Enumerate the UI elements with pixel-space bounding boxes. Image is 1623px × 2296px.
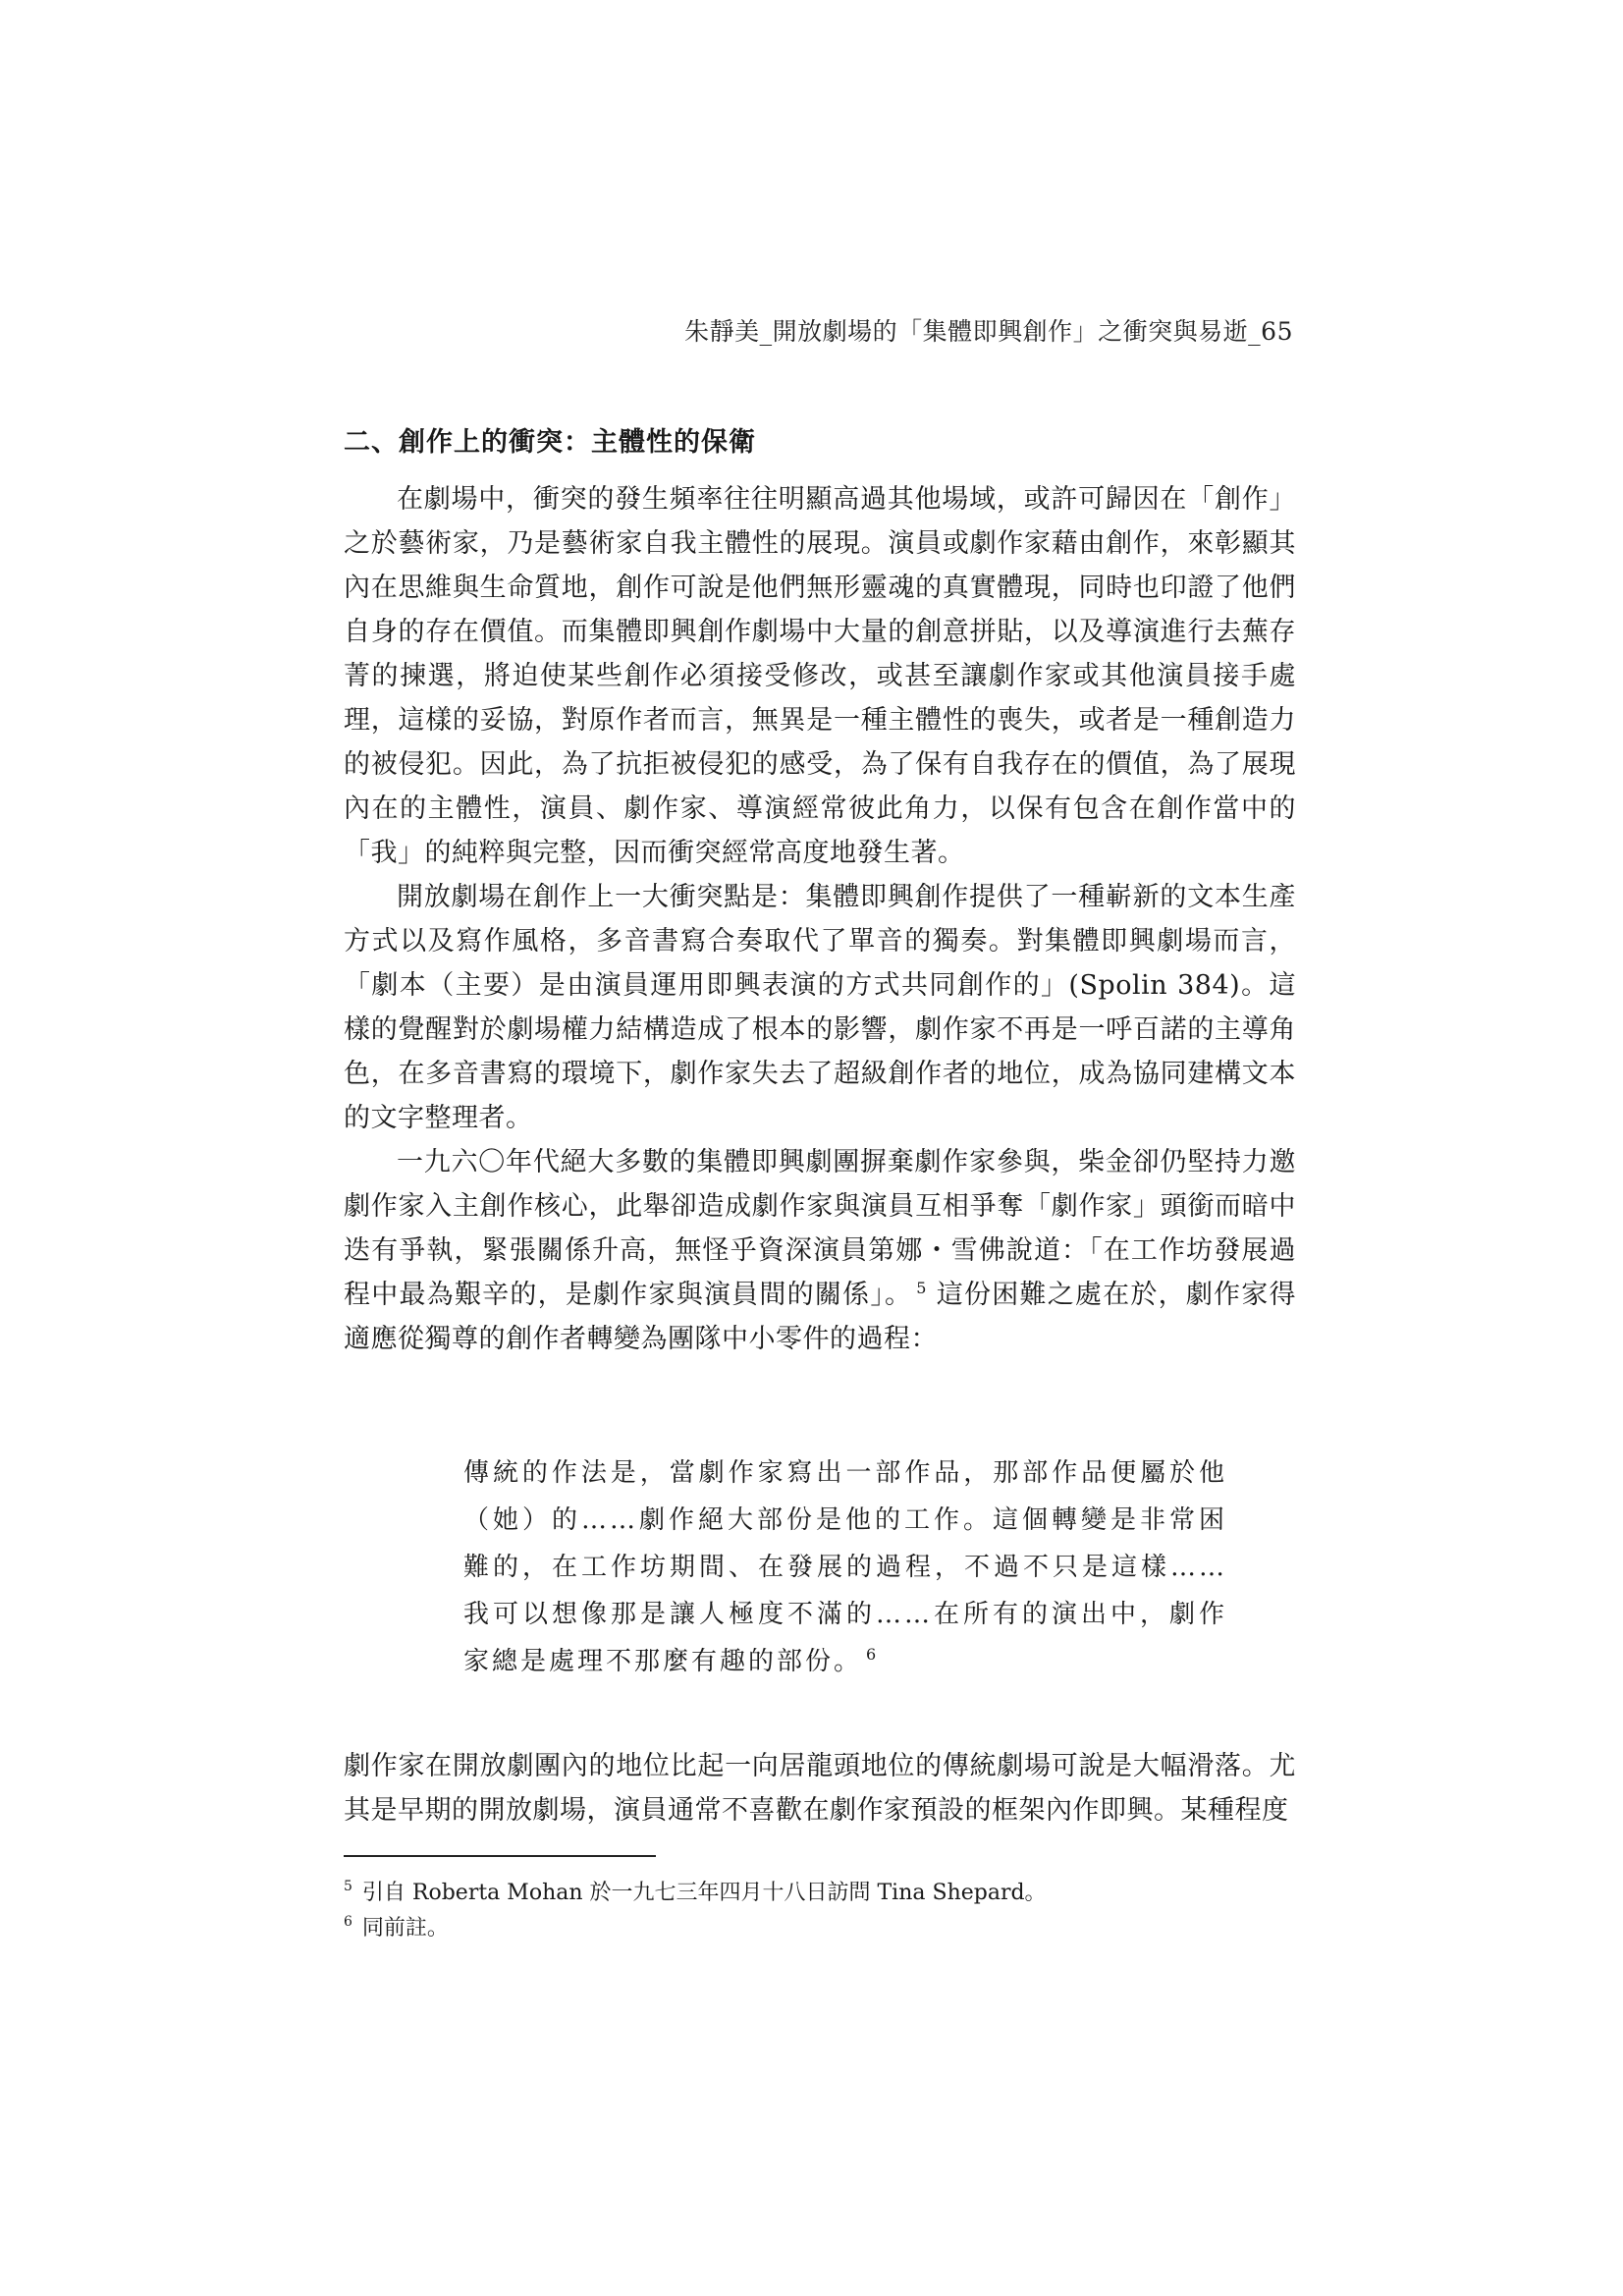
paragraph-3-text: 一九六〇年代絕大多數的集體即興劇團摒棄劇作家參與，柴金卻仍堅持力邀劇作家入主創作核心，此舉卻造成劇作家與演員互相爭奪「劇作家」頭銜而暗中迭有爭執，緊張關係升高，無怪乎資深演員第娜・雪佛說道：「在工作坊發展過程中最為艱辛的，是劇作家與演員間的關係」。 <box>344 1147 1296 1310</box>
footnote-5 <box>344 1876 1296 1911</box>
block-quote <box>463 1449 1227 1685</box>
closing-paragraph: 劇作家在開放劇團內的地位比起一向居龍頭地位的傳統劇場可說是大幅滑落。尤其是早期的開放劇場，演員通常不喜歡在劇作家預設的框架內作即興。某種程度 <box>344 1751 1296 1826</box>
main-body <box>344 477 1296 1361</box>
footnote-ref-5: 5 <box>916 1279 927 1297</box>
paragraph-3-continuation: 這份困難之處在於，劇作家得適應從獨尊的創作者轉變為團隊中小零件的過程： <box>344 1280 1297 1354</box>
paragraph-3 <box>344 1140 1296 1361</box>
footnote-ref-6: 6 <box>866 1645 880 1664</box>
paragraph-1: 在劇場中，衝突的發生頻率往往明顯高過其他場域，或許可歸因在「創作」之於藝術家，乃是藝術家自我主體性的展現。演員或劇作家藉由創作，來彰顯其內在思維與生命質地，創作可說是他們無形靈魂的真實體現，同時也印證了他們自身的存在價值。而集體即興創作劇場中大量的創意拼貼，以及導演進行去蕪存菁的揀選，將迫使某些創作必須接受修改，或甚至讓劇作家或其他演員接手處理，這樣的妥協，對原作者而言，無異是一種主體性的喪失，或者是一種創造力的被侵犯。因此，為了抗拒被侵犯的感受，為了保有自我存在的價值，為了展現內在的主體性，演員、劇作家、導演經常彼此角力，以保有包含在創作當中的「我」的純粹與完整，因而衝突經常高度地發生著。 <box>344 484 1296 868</box>
footnote-divider <box>344 1855 656 1857</box>
footnote-6 <box>344 1911 1296 1946</box>
footnote-number: 5 <box>344 1879 352 1894</box>
section-heading: 二、創作上的衝突：主體性的保衛 <box>344 427 756 458</box>
closing-body <box>344 1744 1296 1832</box>
footnote-text: 同前註。 <box>361 1916 449 1941</box>
block-quote-text: 傳統的作法是，當劇作家寫出一部作品，那部作品便屬於他（她）的……劇作絕大部份是他的工作。這個轉變是非常困難的，在工作坊期間、在發展的過程，不過不只是這樣……我可以想像那是讓人極度不滿的……在所有的演出中，劇作家總是處理不那麼有趣的部份。 <box>463 1458 1227 1676</box>
footnote-text: 引自 Roberta Mohan 於一九七三年四月十八日訪問 Tina Shepard。 <box>361 1881 1047 1905</box>
paragraph-2: 開放劇場在創作上一大衝突點是：集體即興創作提供了一種嶄新的文本生產方式以及寫作風格，多音書寫合奏取代了單音的獨奏。對集體即興劇場而言，「劇本（主要）是由演員運用即興表演的方式共同創作的」(Spolin 384)。這樣的覺醒對於劇場權力結構造成了根本的影響，劇作家不再是一呼百諾的主導角色，在多音書寫的環境下，劇作家失去了超級創作者的地位，成為協同建構文本的文字整理者。 <box>344 882 1296 1133</box>
footnote-number: 6 <box>344 1914 352 1930</box>
running-header: 朱靜美_開放劇場的「集體即興創作」之衝突與易逝_65 <box>684 317 1293 346</box>
footnotes <box>344 1876 1296 1946</box>
